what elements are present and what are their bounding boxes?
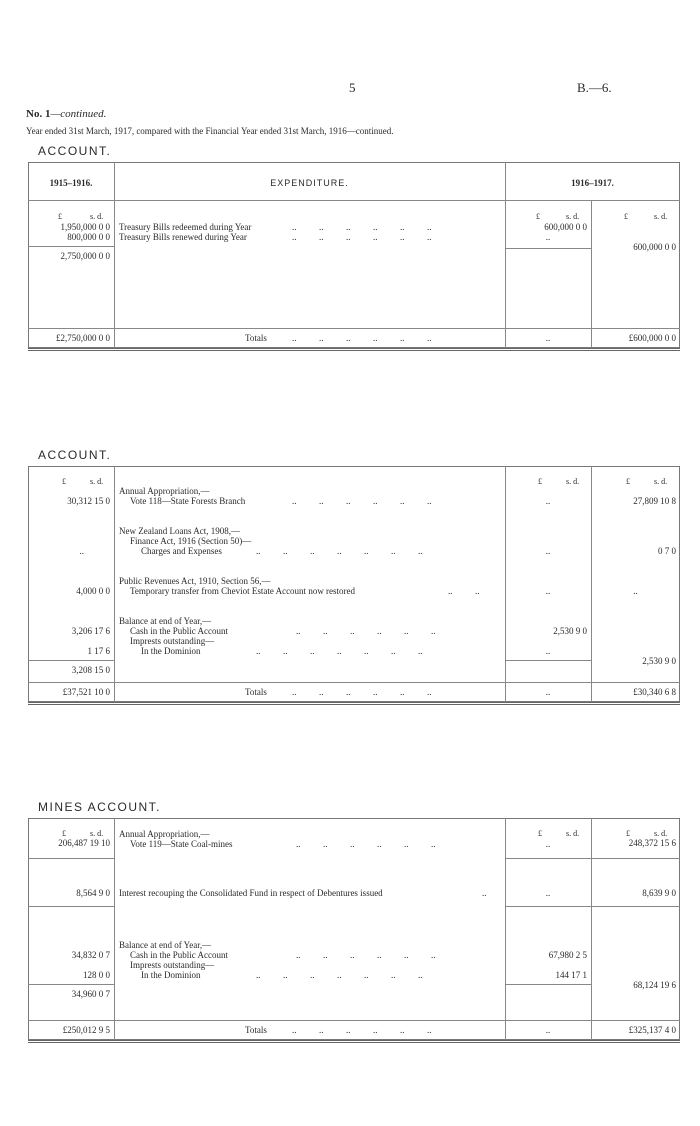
pence-sign: d. <box>661 212 668 221</box>
s2-cash-label: Cash in the Public Account <box>130 626 228 636</box>
s2-balance-sum-left: 3,208 15 0 <box>71 665 110 675</box>
s2-imprest-label: Imprests outstanding— <box>130 636 215 646</box>
doc-reference: B.—6. <box>577 80 612 95</box>
s2-row-mid: .. <box>545 546 551 556</box>
section1-header-expenditure: EXPENDITURE. <box>270 178 349 188</box>
s2-row-right: 27,809 10 8 <box>633 496 676 506</box>
shilling-sign: s. <box>90 212 96 221</box>
s2-row-right: 0 7 0 <box>658 546 676 556</box>
s3-dominion-label: In the Dominion <box>141 970 201 980</box>
s3-approp-right: 248,372 15 6 <box>628 838 676 848</box>
pence-sign: d. <box>97 212 104 221</box>
s2-cash-mid: 2,530 9 0 <box>553 626 587 636</box>
s3-mid-unit-sd <box>566 829 579 838</box>
section3-table <box>28 818 680 1040</box>
s3-balance-sum-left: 34,960 0 7 <box>71 989 110 999</box>
shilling-sign: s. <box>654 477 660 486</box>
s2-totals-label: Totals <box>245 687 267 697</box>
pound-sign: £ <box>624 212 628 221</box>
s3-dominion-left: 128 0 0 <box>83 970 110 980</box>
page-number: 5 <box>349 80 356 95</box>
pound-sign: £ <box>62 829 66 838</box>
s3-interest-right: 8,639 9 0 <box>642 888 676 898</box>
s1-mid-value: .. <box>545 232 551 242</box>
s3-interest-left: 8,564 9 0 <box>76 888 110 898</box>
s1-right-unit-sd <box>654 212 667 221</box>
s2-row-heading: New Zealand Loans Act, 1908,— <box>119 526 240 536</box>
shilling-sign: s. <box>566 477 572 486</box>
s1-totals-label: Totals <box>245 333 267 343</box>
leader-dots: .. .. <box>448 586 480 596</box>
s2-unit-pound <box>62 477 66 486</box>
pence-sign: d. <box>97 477 104 486</box>
s2-dominion-label: In the Dominion <box>141 646 201 656</box>
s1-left-value: 1,950,000 0 0 <box>60 222 110 232</box>
s1-total-mid: .. <box>545 333 551 343</box>
s3-total-left: £250,012 9 5 <box>62 1025 110 1035</box>
s3-right-unit-pound <box>626 829 630 838</box>
s2-row-sub: Finance Act, 1916 (Section 50)— <box>130 536 252 546</box>
s1-mid-unit-pound <box>536 212 540 221</box>
s1-unit-pound <box>58 212 62 221</box>
s1-left-value: 800,000 0 0 <box>67 232 110 242</box>
s2-balance-heading: Balance at end of Year,— <box>119 616 212 626</box>
s2-row-heading: Annual Appropriation,— <box>119 486 210 496</box>
s2-row-left: 30,312 15 0 <box>67 496 110 506</box>
s2-total-left: £37,521 10 0 <box>62 687 110 697</box>
section1-title: ACCOUNT. <box>38 144 112 158</box>
pence-sign: d. <box>573 477 580 486</box>
s3-cash-mid: 67,980 2 5 <box>548 950 587 960</box>
s2-cash-left: 3,206 17 6 <box>71 626 110 636</box>
section1-header-1916: 1916–1917. <box>571 178 614 188</box>
leader-dots: .. .. .. .. .. .. <box>292 687 432 697</box>
s3-imprest-label: Imprests outstanding— <box>130 960 215 970</box>
pence-sign: d. <box>97 829 104 838</box>
section2-title: ACCOUNT. <box>38 448 112 462</box>
s3-balance-right: 68,124 19 6 <box>633 980 676 990</box>
pound-sign: £ <box>626 477 630 486</box>
s3-total-mid: .. <box>545 1025 551 1035</box>
s1-item: Treasury Bills redeemed during Year <box>119 222 252 232</box>
s1-right-value: 600,000 0 0 <box>633 242 676 252</box>
shilling-sign: s. <box>654 212 660 221</box>
s2-row-left: .. <box>79 546 84 556</box>
section-number-label: No. 1 <box>26 108 51 120</box>
s2-row-line: Vote 118—State Forests Branch <box>130 496 246 506</box>
s1-unit-sd <box>90 212 103 221</box>
shilling-sign: s. <box>90 477 96 486</box>
s1-mid-unit-sd <box>566 212 579 221</box>
s3-cash-label: Cash in the Public Account <box>130 950 228 960</box>
s3-unit-sd <box>90 829 103 838</box>
pence-sign: d. <box>573 212 580 221</box>
leader-dots: .. .. .. .. .. .. <box>296 626 436 636</box>
s3-approp-mid: .. <box>545 839 551 849</box>
pound-sign: £ <box>536 212 540 221</box>
s1-left-subtotal: 2,750,000 0 0 <box>60 251 110 261</box>
pound-sign: £ <box>62 477 66 486</box>
s3-mid-unit-pound <box>538 829 542 838</box>
s2-total-right: £30,340 6 8 <box>633 687 676 697</box>
s3-approp-left: 206,487 19 10 <box>58 838 110 848</box>
section3-title: MINES ACCOUNT. <box>38 800 162 814</box>
s3-approp-line: Vote 119—State Coal-mines <box>130 839 233 849</box>
s2-balance-right: 2,530 9 0 <box>642 656 676 666</box>
s3-balance-heading: Balance at end of Year,— <box>119 940 212 950</box>
s2-row-heading: Public Revenues Act, 1910, Section 56,— <box>119 576 271 586</box>
pound-sign: £ <box>538 829 542 838</box>
s2-row-mid: .. <box>545 496 551 506</box>
leader-dots: .. .. .. .. .. .. <box>292 496 432 506</box>
s2-row-line: Temporary transfer from Cheviot Estate Account now restored <box>130 586 356 596</box>
pence-sign: d. <box>661 477 668 486</box>
s2-total-mid: .. <box>545 687 551 697</box>
s1-total-right: £600,000 0 0 <box>628 333 676 343</box>
page-subtitle: Year ended 31st March, 1917, compared with the Financial Year ended 31st March, 1916—continued. <box>26 126 394 136</box>
s1-mid-value: 600,000 0 0 <box>544 222 587 232</box>
shilling-sign: s. <box>90 829 96 838</box>
leader-dots: .. .. .. .. .. .. <box>296 839 436 849</box>
pound-sign: £ <box>626 829 630 838</box>
leader-dots: .. .. .. .. .. .. <box>292 1025 432 1035</box>
s3-totals-label: Totals <box>245 1025 267 1035</box>
s2-mid-unit-pound <box>538 477 542 486</box>
s2-mid-unit-sd <box>566 477 579 486</box>
s3-unit-pound <box>62 829 66 838</box>
shilling-sign: s. <box>566 829 572 838</box>
leader-dots: .. .. .. .. .. .. <box>292 333 432 343</box>
pound-sign: £ <box>538 477 542 486</box>
section-number-suffix: —continued. <box>50 108 107 120</box>
s3-interest-line: Interest recouping the Consolidated Fund in respect of Debentures issued <box>119 888 383 898</box>
s2-dominion-mid: .. <box>545 646 551 656</box>
leader-dots: .. .. .. .. .. .. <box>296 950 436 960</box>
s3-cash-left: 34,832 0 7 <box>71 950 110 960</box>
pound-sign: £ <box>58 212 62 221</box>
s2-right-unit-sd <box>654 477 667 486</box>
leader-dots: .. .. .. .. .. .. .. <box>256 546 423 556</box>
s3-interest-mid: .. <box>545 888 551 898</box>
s3-dominion-mid: 144 17 1 <box>555 970 587 980</box>
leader-dots: .. .. .. .. .. .. .. <box>256 646 423 656</box>
s3-approp-heading: Annual Appropriation,— <box>119 829 210 839</box>
shilling-sign: s. <box>654 829 660 838</box>
s2-row-left: 4,000 0 0 <box>76 586 110 596</box>
leader-dots: .. .. .. .. .. .. <box>292 222 432 232</box>
section1-table <box>28 162 680 348</box>
s2-dominion-left: 1 17 6 <box>87 646 110 656</box>
s2-unit-sd <box>90 477 103 486</box>
section1-header-1915: 1915–1916. <box>49 178 93 188</box>
s2-right-unit-pound <box>626 477 630 486</box>
section-number <box>26 108 106 120</box>
s2-row-line: Charges and Expenses <box>141 546 222 556</box>
s1-total-left: £2,750,000 0 0 <box>56 333 110 343</box>
leader-dots: .. .. .. .. .. .. <box>292 232 432 242</box>
leader-dots: .. .. .. .. .. .. .. <box>256 970 423 980</box>
leader-dots: .. <box>482 888 487 898</box>
s2-row-right: .. <box>633 586 638 596</box>
s3-right-unit-sd <box>654 829 667 838</box>
pence-sign: d. <box>661 829 668 838</box>
pence-sign: d. <box>573 829 580 838</box>
s2-row-mid: .. <box>545 586 551 596</box>
s3-total-right: £325,137 4 0 <box>628 1025 676 1035</box>
s1-right-unit-pound <box>624 212 628 221</box>
shilling-sign: s. <box>566 212 572 221</box>
s1-item: Treasury Bills renewed during Year <box>119 232 247 242</box>
